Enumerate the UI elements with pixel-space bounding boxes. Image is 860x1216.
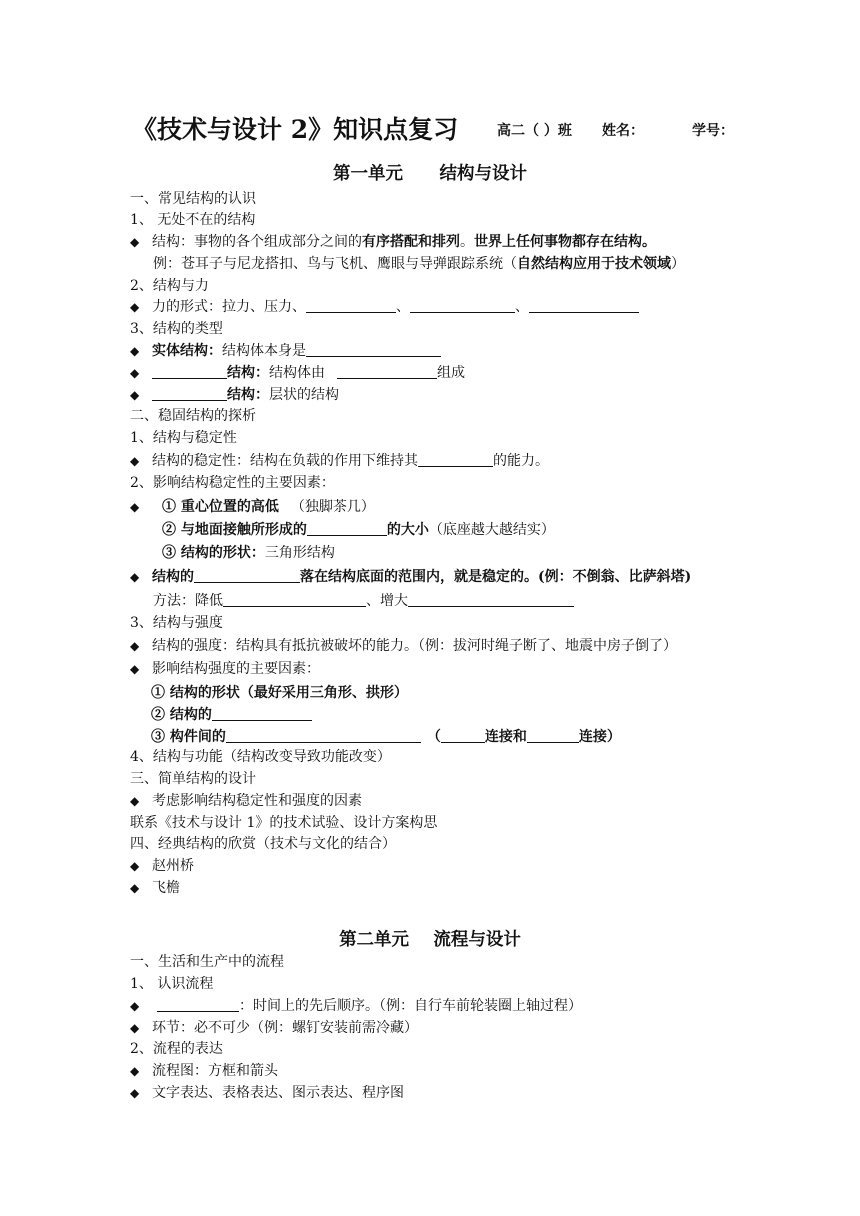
document-title: 《技术与设计 2》知识点复习	[132, 115, 459, 144]
subsection-heading: 3、结构的类型	[130, 321, 223, 337]
subsection-heading: 2、结构与力	[130, 278, 209, 294]
fill-blank[interactable]	[226, 728, 421, 743]
stability-factor-3: ③ 结构的形状：三角形结构	[162, 545, 335, 561]
diamond-bullet-icon: ◆	[130, 1064, 140, 1078]
bullet-line-frame-structure: ◆ 结构：结构体由 组成	[130, 365, 465, 381]
subsection-heading: 4、结构与功能（结构改变导致功能改变）	[130, 749, 391, 765]
diamond-bullet-icon: ◆	[130, 500, 140, 514]
method-line: 方法：降低 、增大	[153, 591, 574, 611]
student-id-field-label: 学号：	[692, 123, 734, 139]
diamond-bullet-icon: ◆	[130, 1086, 140, 1100]
diamond-bullet-icon: ◆	[130, 859, 140, 873]
fill-blank[interactable]	[152, 364, 227, 379]
fill-blank[interactable]	[212, 706, 312, 721]
subsection-heading: 2、流程的表达	[130, 1041, 223, 1057]
fill-blank[interactable]	[306, 342, 441, 357]
stability-factor-1: ◆ ① 重心位置的高低 （独脚茶几）	[130, 499, 375, 515]
fill-blank[interactable]	[152, 386, 227, 401]
fill-blank[interactable]	[223, 592, 366, 607]
diamond-bullet-icon: ◆	[130, 570, 140, 584]
fill-blank[interactable]	[337, 364, 437, 379]
subsection-heading: 3、结构与强度	[130, 615, 223, 631]
fill-blank[interactable]	[306, 298, 396, 313]
fill-blank[interactable]	[194, 568, 300, 583]
diamond-bullet-icon: ◆	[130, 639, 140, 653]
bullet-line-shell-structure: ◆ 结构：层状的结构	[130, 387, 339, 403]
diamond-bullet-icon: ◆	[130, 881, 140, 895]
bullet-line-center-of-gravity: ◆ 结构的 落在结构底面的范围内，就是稳定的。(例：不倒翁、比萨斜塔)	[130, 569, 692, 585]
bullet-line-feiyan: ◆ 飞檐	[130, 880, 180, 896]
diamond-bullet-icon: ◆	[130, 300, 140, 314]
strength-factor-3: ③ 构件间的 （ 连接和 连接）	[151, 729, 621, 745]
bullet-line-stability: ◆ 结构的稳定性：结构在负载的作用下维持其 的能力。	[130, 453, 549, 469]
stability-factor-2: ② 与地面接触所形成的 的大小（底座越大越结实）	[162, 522, 555, 538]
unit1-heading: 第一单元 结构与设计	[332, 164, 528, 184]
diamond-bullet-icon: ◆	[130, 388, 140, 402]
bullet-line-link: ◆ 环节：必不可少（例：螺钉安装前需冷藏）	[130, 1020, 418, 1036]
strength-factor-1: ① 结构的形状（最好采用三角形、拱形）	[151, 685, 408, 701]
section-heading: 三、简单结构的设计	[130, 771, 256, 787]
bullet-line-forms: ◆ 文字表达、表格表达、图示表达、程序图	[130, 1085, 404, 1101]
subsection-heading: 1、 无处不在的结构	[130, 212, 256, 228]
fill-blank[interactable]	[307, 521, 387, 536]
diamond-bullet-icon: ◆	[130, 454, 140, 468]
strength-factor-2: ② 结构的	[151, 705, 312, 725]
fill-blank[interactable]	[418, 452, 493, 467]
fill-blank[interactable]	[527, 728, 579, 743]
section-heading: 二、稳固结构的探析	[130, 408, 256, 424]
bullet-line-solid-structure: ◆ 实体结构：结构体本身是	[130, 341, 441, 361]
diamond-bullet-icon: ◆	[130, 344, 140, 358]
diamond-bullet-icon: ◆	[130, 794, 140, 808]
subsection-heading: 1、 认识流程	[130, 976, 214, 992]
fill-blank[interactable]	[441, 728, 485, 743]
bullet-line-force: ◆ 力的形式：拉力、压力、 、 、	[130, 297, 639, 317]
section-heading: 一、生活和生产中的流程	[130, 954, 284, 970]
diamond-bullet-icon: ◆	[130, 235, 140, 249]
subsection-heading: 1、结构与稳定性	[130, 430, 237, 446]
bullet-line-zhaozhou: ◆ 赵州桥	[130, 858, 194, 874]
name-field-label: 姓名：	[602, 123, 644, 139]
bullet-line-structure: ◆ 结构：事物的各个组成部分之间的有序搭配和排列。世界上任何事物都存在结构。	[130, 234, 656, 250]
diamond-bullet-icon: ◆	[130, 366, 140, 380]
fill-blank[interactable]	[410, 298, 515, 313]
bullet-line-timing: ◆ ：时间上的先后顺序。（例：自行车前轮装圈上轴过程）	[130, 998, 582, 1014]
fill-blank[interactable]	[529, 298, 639, 313]
subsection-heading: 2、影响结构稳定性的主要因素：	[130, 475, 335, 491]
bullet-line-flowchart: ◆ 流程图：方框和箭头	[130, 1063, 278, 1079]
diamond-bullet-icon: ◆	[130, 999, 140, 1013]
example-line: 例：苍耳子与尼龙搭扣、鸟与飞机、鹰眼与导弹跟踪系统（自然结构应用于技术领域）	[153, 256, 685, 272]
bullet-line-consider: ◆ 考虑影响结构稳定性和强度的因素	[130, 793, 362, 809]
diamond-bullet-icon: ◆	[130, 1021, 140, 1035]
bullet-line-strength-factors: ◆ 影响结构强度的主要因素：	[130, 661, 320, 677]
fill-blank[interactable]	[408, 592, 574, 607]
text-line: 联系《技术与设计 1》的技术试验、设计方案构思	[130, 815, 438, 831]
fill-blank[interactable]	[157, 997, 239, 1012]
diamond-bullet-icon: ◆	[130, 662, 140, 676]
class-field-label: 高二（ ）班	[497, 123, 572, 139]
section-heading: 四、经典结构的欣赏（技术与文化的结合）	[130, 836, 396, 852]
bullet-line-strength: ◆ 结构的强度：结构具有抵抗被破坏的能力。（例：拔河时绳子断了、地震中房子倒了）	[130, 638, 677, 654]
section-heading: 一、常见结构的认识	[130, 191, 256, 207]
unit2-heading: 第二单元 流程与设计	[339, 930, 521, 950]
title-row	[0, 110, 860, 146]
